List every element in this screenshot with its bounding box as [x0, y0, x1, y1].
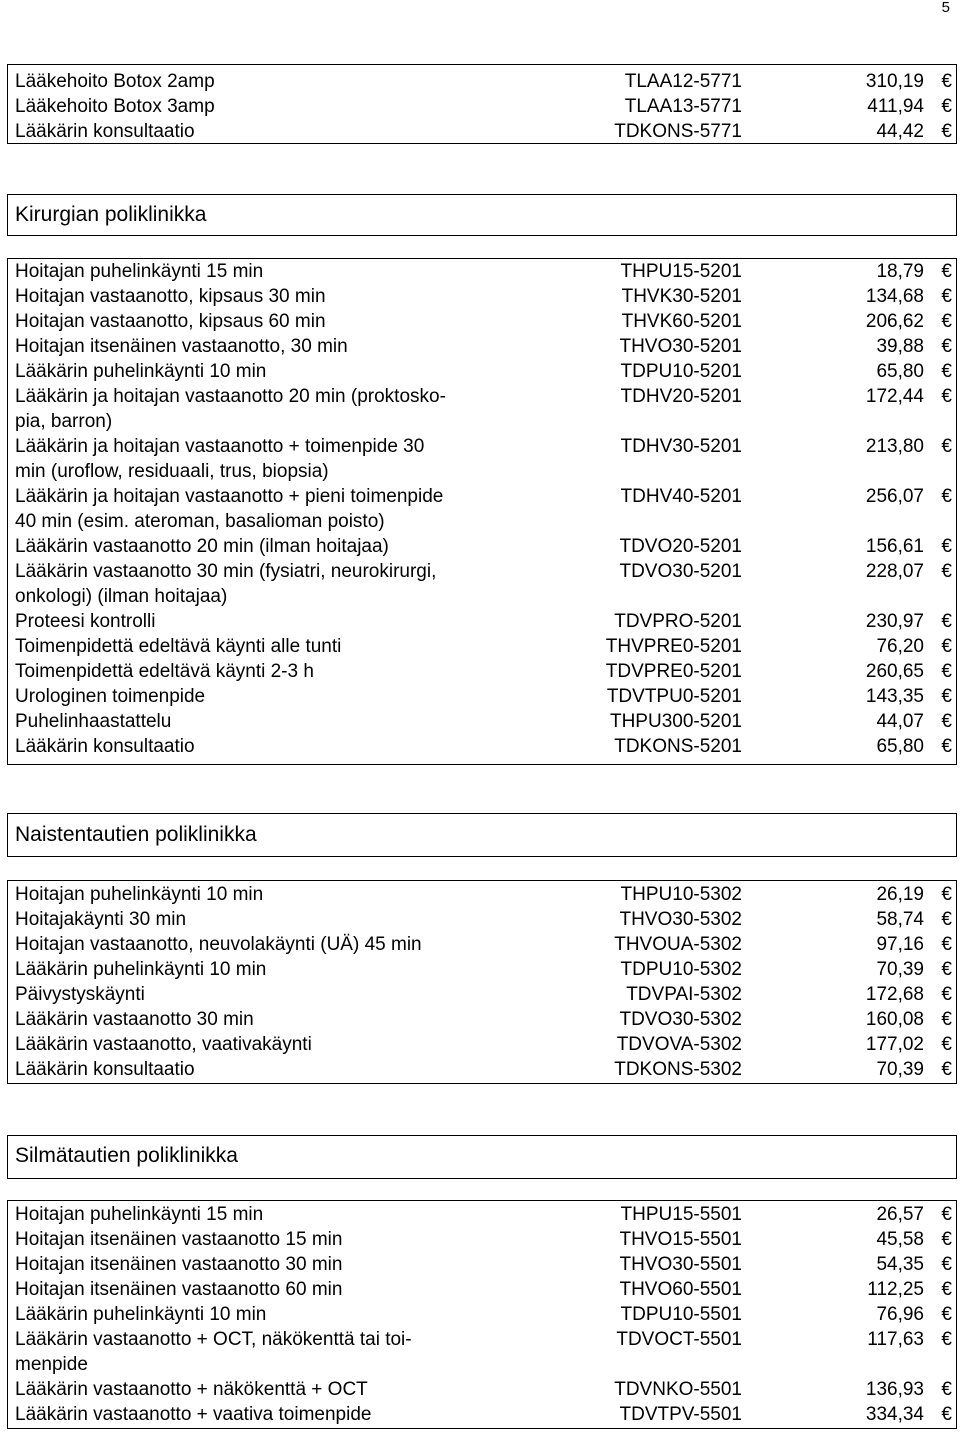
page-number: 5: [941, 0, 950, 16]
service-code: TDVPRE0-5201: [605, 661, 742, 682]
euro-sign: €: [941, 611, 952, 632]
euro-sign: €: [941, 1279, 952, 1300]
service-code: THPU300-5201: [609, 711, 742, 732]
price-row: [8, 1057, 958, 1082]
service-code: TLAA12-5771: [624, 71, 742, 92]
euro-sign: €: [941, 1329, 952, 1350]
euro-sign: €: [941, 1254, 952, 1275]
service-price: 206,62: [865, 311, 924, 332]
service-price: 76,20: [876, 636, 924, 657]
euro-sign: €: [941, 286, 952, 307]
service-code: THPU10-5302: [620, 884, 742, 905]
price-row: [8, 484, 958, 534]
euro-sign: €: [941, 96, 952, 117]
euro-sign: €: [941, 536, 952, 557]
service-description: Hoitajan puhelinkäynti 15 min: [15, 1204, 264, 1225]
euro-sign: €: [941, 736, 952, 757]
service-code: TDKONS-5302: [614, 1059, 742, 1080]
service-code: TDVPRO-5201: [614, 611, 742, 632]
service-description: Toimenpidettä edeltävä käynti alle tunti: [15, 636, 342, 657]
service-description: Lääkehoito Botox 2amp: [15, 71, 215, 92]
euro-sign: €: [941, 711, 952, 732]
service-price: 260,65: [865, 661, 924, 682]
section-heading-box-silmataudit: [7, 1135, 957, 1179]
service-price: 54,35: [876, 1254, 924, 1275]
service-price: 112,25: [867, 1279, 924, 1300]
service-description: Päivystyskäynti: [15, 984, 145, 1005]
euro-sign: €: [941, 1379, 952, 1400]
price-row: [8, 609, 958, 634]
service-price: 70,39: [876, 1059, 924, 1080]
price-row: [8, 1227, 958, 1252]
service-description: Hoitajan vastaanotto, kipsaus 60 min: [15, 311, 326, 332]
price-row: [8, 882, 958, 907]
euro-sign: €: [941, 636, 952, 657]
service-description: Lääkärin ja hoitajan vastaanotto + pieni toimenpide 40 min (esim. ateroman, basalioman poisto): [15, 486, 444, 532]
service-description: Hoitajan vastaanotto, kipsaus 30 min: [15, 286, 326, 307]
euro-sign: €: [941, 386, 952, 407]
euro-sign: €: [941, 1229, 952, 1250]
service-price: 97,16: [876, 934, 924, 955]
price-row: [8, 359, 958, 384]
service-code: TDHV30-5201: [620, 436, 742, 457]
price-row: [8, 559, 958, 609]
price-table-naistentaudit: [7, 880, 957, 1084]
service-code: TDVO30-5302: [619, 1009, 742, 1030]
price-row: [8, 1032, 958, 1057]
price-row: [8, 1007, 958, 1032]
service-code: THVPRE0-5201: [605, 636, 742, 657]
price-row: [8, 1302, 958, 1327]
service-code: THPU15-5201: [620, 261, 742, 282]
service-description: Lääkärin ja hoitajan vastaanotto 20 min (proktosko- pia, barron): [15, 386, 446, 432]
service-code: TDPU10-5201: [620, 361, 742, 382]
euro-sign: €: [941, 1059, 952, 1080]
euro-sign: €: [941, 909, 952, 930]
service-description: Hoitajan itsenäinen vastaanotto 60 min: [15, 1279, 343, 1300]
service-code: THPU15-5501: [620, 1204, 742, 1225]
euro-sign: €: [941, 686, 952, 707]
service-description: Lääkärin konsultaatio: [15, 121, 195, 142]
service-price: 213,80: [865, 436, 924, 457]
service-code: TDVOVA-5302: [616, 1034, 742, 1055]
service-price: 160,08: [865, 1009, 924, 1030]
price-row: [8, 119, 958, 144]
euro-sign: €: [941, 661, 952, 682]
price-row: [8, 434, 958, 484]
service-description: Lääkärin vastaanotto, vaativakäynti: [15, 1034, 312, 1055]
euro-sign: €: [941, 1404, 952, 1425]
service-code: TDVO20-5201: [619, 536, 742, 557]
euro-sign: €: [941, 884, 952, 905]
service-code: TDVO30-5201: [619, 561, 742, 582]
service-price: 26,19: [876, 884, 924, 905]
price-row: [8, 309, 958, 334]
price-row: [8, 634, 958, 659]
price-row: [8, 1277, 958, 1302]
euro-sign: €: [941, 71, 952, 92]
price-row: [8, 982, 958, 1007]
price-row: [8, 259, 958, 284]
price-row: [8, 1402, 958, 1427]
service-description: Lääkärin vastaanotto 20 min (ilman hoitajaa): [15, 536, 389, 557]
service-description: Hoitajan itsenäinen vastaanotto 15 min: [15, 1229, 343, 1250]
section-heading-box-naistentaudit: [7, 813, 957, 857]
price-row: [8, 1252, 958, 1277]
service-code: THVO15-5501: [619, 1229, 742, 1250]
service-price: 177,02: [865, 1034, 924, 1055]
service-code: TDVTPV-5501: [619, 1404, 742, 1425]
service-description: Proteesi kontrolli: [15, 611, 156, 632]
euro-sign: €: [941, 1204, 952, 1225]
price-row: [8, 284, 958, 309]
euro-sign: €: [941, 984, 952, 1005]
service-description: Lääkärin puhelinkäynti 10 min: [15, 959, 267, 980]
euro-sign: €: [941, 436, 952, 457]
price-row: [8, 684, 958, 709]
service-price: 76,96: [876, 1304, 924, 1325]
service-price: 172,68: [865, 984, 924, 1005]
service-price: 411,94: [867, 96, 924, 117]
service-price: 334,34: [865, 1404, 924, 1425]
service-code: THVK60-5201: [621, 311, 742, 332]
service-description: Lääkärin vastaanotto + näkökenttä + OCT: [15, 1379, 368, 1400]
price-row: [8, 907, 958, 932]
price-row: [8, 1202, 958, 1227]
euro-sign: €: [941, 261, 952, 282]
price-row: [8, 69, 958, 94]
service-price: 156,61: [865, 536, 924, 557]
service-code: TDHV40-5201: [620, 486, 742, 507]
service-price: 134,68: [865, 286, 924, 307]
euro-sign: €: [941, 1034, 952, 1055]
price-row: [8, 1377, 958, 1402]
price-row: [8, 734, 958, 759]
service-code: TDPU10-5501: [620, 1304, 742, 1325]
section-heading-box-kirurgia: [7, 194, 957, 236]
service-price: 230,97: [865, 611, 924, 632]
service-description: Lääkehoito Botox 3amp: [15, 96, 215, 117]
price-row: [8, 1327, 958, 1377]
service-description: Lääkärin puhelinkäynti 10 min: [15, 1304, 267, 1325]
service-code: TDVOCT-5501: [616, 1329, 742, 1350]
price-row: [8, 932, 958, 957]
price-row: [8, 384, 958, 434]
service-price: 58,74: [876, 909, 924, 930]
service-description: Hoitajan vastaanotto, neuvolakäynti (UÄ) 45 min: [15, 934, 422, 955]
service-description: Hoitajan puhelinkäynti 10 min: [15, 884, 264, 905]
service-code: TDKONS-5771: [614, 121, 742, 142]
service-description: Hoitajan itsenäinen vastaanotto, 30 min: [15, 336, 348, 357]
service-price: 172,44: [865, 386, 924, 407]
service-price: 65,80: [876, 736, 924, 757]
section-heading: Kirurgian poliklinikka: [15, 203, 207, 226]
service-description: Urologinen toimenpide: [15, 686, 206, 707]
service-code: TDHV20-5201: [620, 386, 742, 407]
service-description: Lääkärin vastaanotto + OCT, näkökenttä tai toi- menpide: [15, 1329, 412, 1375]
service-description: Lääkärin puhelinkäynti 10 min: [15, 361, 267, 382]
section-heading: Silmätautien poliklinikka: [15, 1144, 238, 1167]
price-row: [8, 659, 958, 684]
euro-sign: €: [941, 1304, 952, 1325]
euro-sign: €: [941, 336, 952, 357]
service-description: Lääkärin vastaanotto 30 min (fysiatri, neurokirurgi, onkologi) (ilman hoitajaa): [15, 561, 437, 607]
service-code: THVO30-5501: [619, 1254, 742, 1275]
euro-sign: €: [941, 561, 952, 582]
service-description: Hoitajakäynti 30 min: [15, 909, 187, 930]
service-code: THVK30-5201: [621, 286, 742, 307]
service-code: TDVPAI-5302: [626, 984, 742, 1005]
price-table-kirurgia: [7, 258, 957, 765]
service-description: Hoitajan itsenäinen vastaanotto 30 min: [15, 1254, 343, 1275]
service-price: 18,79: [876, 261, 924, 282]
euro-sign: €: [941, 311, 952, 332]
service-description: Lääkärin vastaanotto + vaativa toimenpide: [15, 1404, 372, 1425]
euro-sign: €: [941, 361, 952, 382]
service-price: 228,07: [865, 561, 924, 582]
service-price: 26,57: [876, 1204, 924, 1225]
service-code: THVOUA-5302: [614, 934, 742, 955]
service-price: 143,35: [865, 686, 924, 707]
euro-sign: €: [941, 934, 952, 955]
euro-sign: €: [941, 1009, 952, 1030]
euro-sign: €: [941, 121, 952, 142]
price-row: [8, 94, 958, 119]
service-description: Lääkärin vastaanotto 30 min: [15, 1009, 254, 1030]
service-description: Lääkärin ja hoitajan vastaanotto + toimenpide 30 min (uroflow, residuaali, trus, biopsia): [15, 436, 425, 482]
service-code: THVO30-5302: [619, 909, 742, 930]
service-code: THVO30-5201: [619, 336, 742, 357]
service-code: TDPU10-5302: [620, 959, 742, 980]
price-row: [8, 534, 958, 559]
service-price: 44,07: [876, 711, 924, 732]
service-description: Lääkärin konsultaatio: [15, 1059, 195, 1080]
service-price: 117,63: [867, 1329, 924, 1350]
service-price: 136,93: [865, 1379, 924, 1400]
service-price: 70,39: [876, 959, 924, 980]
service-code: THVO60-5501: [619, 1279, 742, 1300]
euro-sign: €: [941, 486, 952, 507]
service-price: 310,19: [865, 71, 924, 92]
service-price: 45,58: [876, 1229, 924, 1250]
service-description: Puhelinhaastattelu: [15, 711, 172, 732]
service-price: 44,42: [876, 121, 924, 142]
price-table-continued: [7, 64, 957, 144]
service-code: TDVTPU0-5201: [606, 686, 742, 707]
service-description: Lääkärin konsultaatio: [15, 736, 195, 757]
service-code: TDKONS-5201: [614, 736, 742, 757]
service-description: Toimenpidettä edeltävä käynti 2-3 h: [15, 661, 314, 682]
price-row: [8, 334, 958, 359]
service-code: TLAA13-5771: [624, 96, 742, 117]
price-table-silmataudit: [7, 1200, 957, 1429]
service-description: Hoitajan puhelinkäynti 15 min: [15, 261, 264, 282]
service-price: 65,80: [876, 361, 924, 382]
price-row: [8, 957, 958, 982]
service-price: 256,07: [865, 486, 924, 507]
section-heading: Naistentautien poliklinikka: [15, 823, 257, 846]
price-row: [8, 709, 958, 734]
service-price: 39,88: [876, 336, 924, 357]
service-code: TDVNKO-5501: [614, 1379, 742, 1400]
euro-sign: €: [941, 959, 952, 980]
